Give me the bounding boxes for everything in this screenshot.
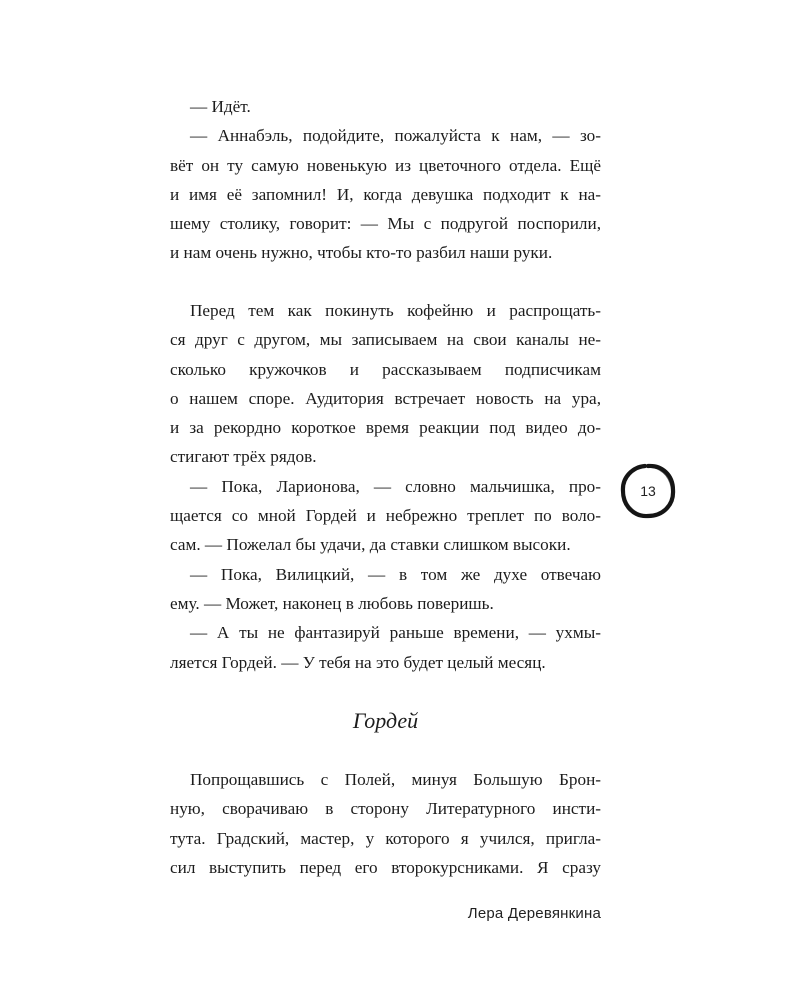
text-line: тута. Градский, мастер, у которого я учился, пригла- xyxy=(170,828,601,848)
text-line: Перед тем как покинуть кофейню и распрощать- xyxy=(190,301,601,320)
section-2-narrative xyxy=(170,296,601,677)
text-line: и имя её запомнил! И, когда девушка подходит к на- xyxy=(170,184,601,204)
text-line: ную, сворачиваю в сторону Литературного инсти- xyxy=(170,799,601,819)
text-line: — Идёт. xyxy=(190,97,251,116)
text-line: щается со мной Гордей и небрежно треплет по воло- xyxy=(170,506,601,526)
text-line: ему. — Может, наконец в любовь поверишь. xyxy=(170,593,494,613)
text-line: — Пока, Ларионова, — словно мальчишка, про- xyxy=(190,476,601,496)
text-line: о нашем споре. Аудитория встречает новость на ура, xyxy=(170,388,601,408)
running-footer-author: Лера Деревянкина xyxy=(467,905,601,922)
section-1-dialogue xyxy=(170,92,601,268)
text-line: Попрощавшись с Полей, минуя Большую Брон- xyxy=(190,770,601,789)
section-3-narrative xyxy=(170,765,601,882)
text-line: сам. — Пожелал бы удачи, да ставки слишком высоки. xyxy=(170,535,571,555)
page-number: 13 xyxy=(640,483,656,499)
text-line: и нам очень нужно, чтобы кто-то разбил наши руки. xyxy=(170,243,553,263)
text-line: и за рекордно короткое время реакции под видео до- xyxy=(170,418,601,438)
text-line: ляется Гордей. — У тебя на это будет целый месяц. xyxy=(170,652,546,672)
text-line: — А ты не фантазируй раньше времени, — ухмы- xyxy=(190,623,601,643)
text-line: сколько кружочков и рассказываем подписчикам xyxy=(170,359,601,379)
text-line: — Аннабэль, подойдите, пожалуйста к нам, — зо- xyxy=(190,126,601,146)
text-line: вёт он ту самую новенькую из цветочного отдела. Ещё xyxy=(170,155,601,175)
text-line: стигают трёх рядов. xyxy=(170,447,317,467)
text-line: ся друг с другом, мы записываем на свои каналы не- xyxy=(170,330,601,350)
text-line: — Пока, Вилицкий, — в том же духе отвечаю xyxy=(190,564,601,584)
page-number-badge xyxy=(617,460,679,522)
text-line: сил выступить перед его второкурсниками. Я сразу xyxy=(170,857,601,877)
chapter-heading: Гордей xyxy=(352,708,419,733)
text-line: шему столику, говорит: — Мы с подругой поспорили, xyxy=(170,214,601,234)
